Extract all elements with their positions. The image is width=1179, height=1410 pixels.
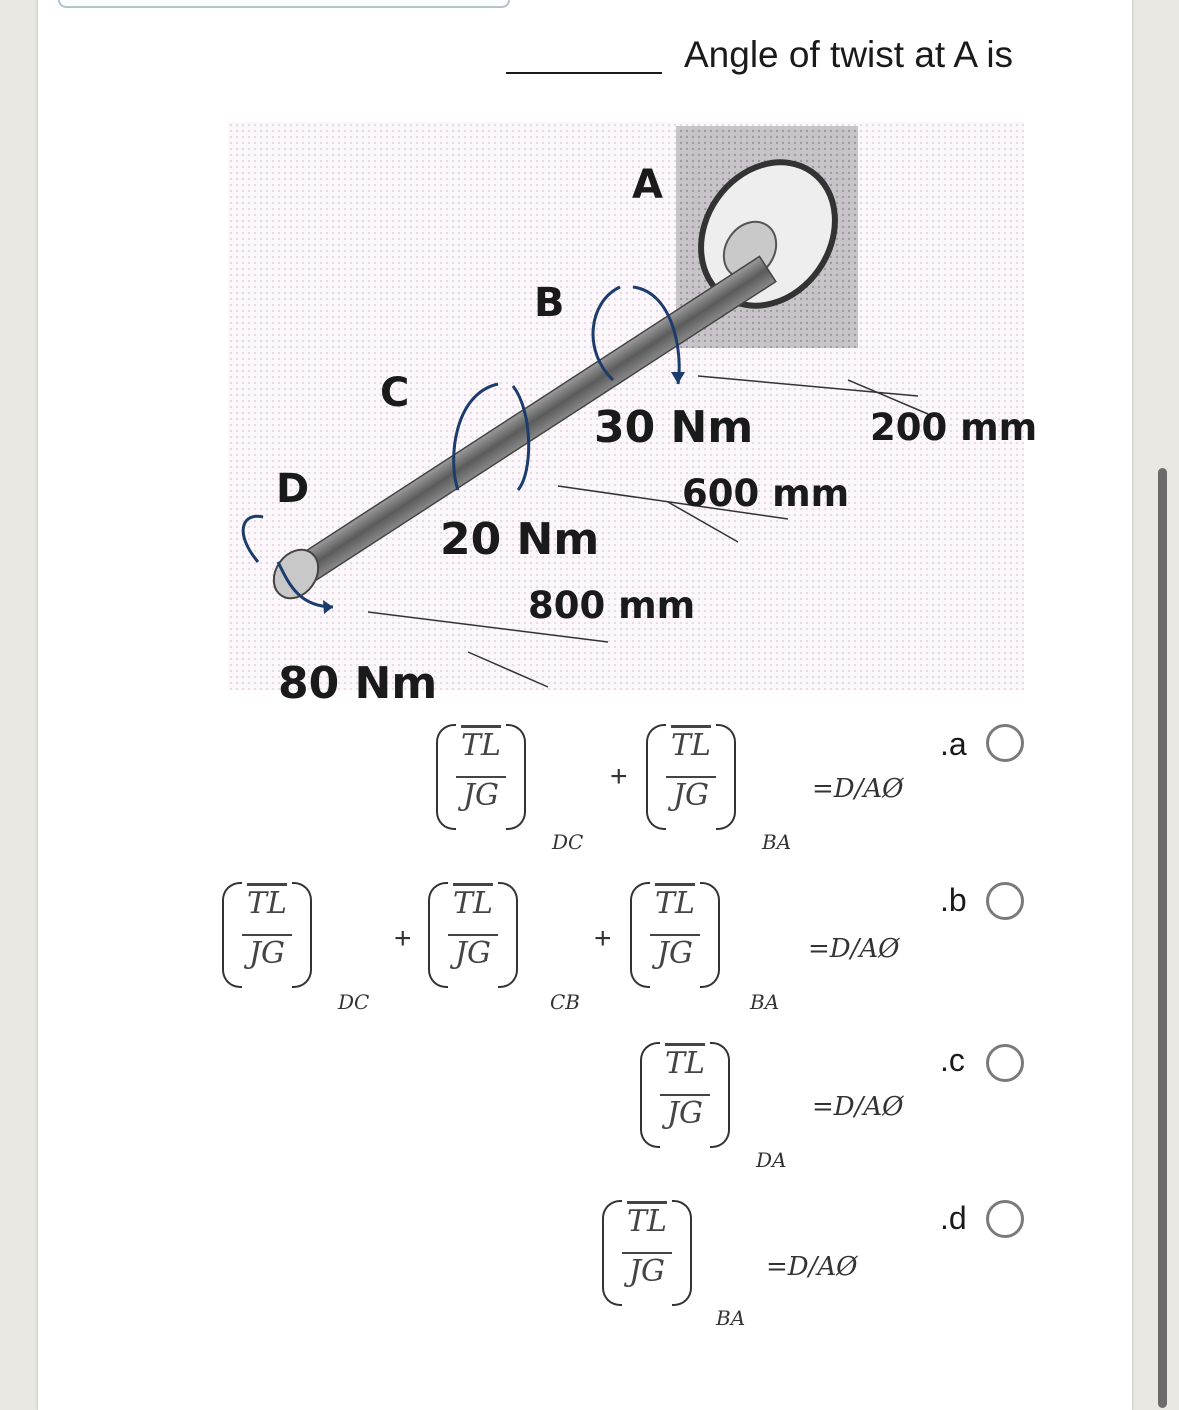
plus-sign: +: [594, 922, 612, 955]
option-letter: .d: [940, 1200, 967, 1236]
length-label-cd: 800 mm: [528, 584, 696, 627]
option-a[interactable]: [200, 718, 1060, 868]
torque-label-d: 80 Nm: [278, 658, 438, 709]
label-c: C: [380, 370, 410, 416]
option-b[interactable]: [200, 878, 1060, 1028]
previous-element-box: [58, 0, 510, 8]
equation-rhs: =D/AØ: [812, 1092, 904, 1122]
term-subscript: BA: [750, 990, 780, 1014]
term-subscript: DC: [552, 830, 584, 854]
length-label-bc: 600 mm: [682, 472, 850, 515]
option-letter: .b: [940, 882, 967, 918]
equation-rhs: =D/AØ: [766, 1252, 858, 1282]
torque-label-c: 20 Nm: [440, 514, 600, 565]
dim-line-ab: [698, 376, 918, 396]
equation-rhs: =D/AØ: [812, 774, 904, 804]
answer-blank: [506, 72, 662, 74]
term-subscript: DA: [756, 1148, 787, 1172]
option-letter: .c: [940, 1042, 965, 1078]
option-d[interactable]: [200, 1196, 1060, 1346]
term-subscript: BA: [716, 1306, 746, 1330]
plus-sign: +: [394, 922, 412, 955]
radio-button[interactable]: [986, 882, 1024, 920]
term-subscript: BA: [762, 830, 792, 854]
radio-button[interactable]: [986, 1044, 1024, 1082]
fraction-term: $\overline{TL}$ JG: [428, 882, 518, 992]
scrollbar[interactable]: [1158, 468, 1167, 1408]
label-d: D: [276, 466, 310, 512]
length-label-ab: 200 mm: [870, 406, 1038, 449]
torque-label-b: 30 Nm: [594, 402, 754, 453]
option-c[interactable]: [200, 1038, 1060, 1188]
equation-rhs: =D/AØ: [808, 934, 900, 964]
plus-sign: +: [610, 760, 628, 793]
term-subscript: DC: [338, 990, 370, 1014]
fraction-term: $\overline{TL}$ JG: [630, 882, 720, 992]
fraction-term: $\overline{TL}$ JG: [222, 882, 312, 992]
question-header: [506, 32, 1066, 82]
label-b: B: [534, 280, 565, 326]
radio-button[interactable]: [986, 724, 1024, 762]
question-text: Angle of twist at A is: [684, 34, 1014, 75]
radio-button[interactable]: [986, 1200, 1024, 1238]
option-letter: .a: [940, 726, 967, 762]
term-subscript: CB: [550, 990, 580, 1014]
fraction-term: $\overline{TL}$ JG: [646, 724, 736, 834]
fraction-term: $\overline{TL}$ JG: [602, 1200, 692, 1310]
label-a: A: [632, 162, 663, 208]
fraction-term: $\overline{TL}$ JG: [640, 1042, 730, 1152]
shaft-figure: [228, 122, 1038, 709]
fraction-term: $\overline{TL}$ JG: [436, 724, 526, 834]
